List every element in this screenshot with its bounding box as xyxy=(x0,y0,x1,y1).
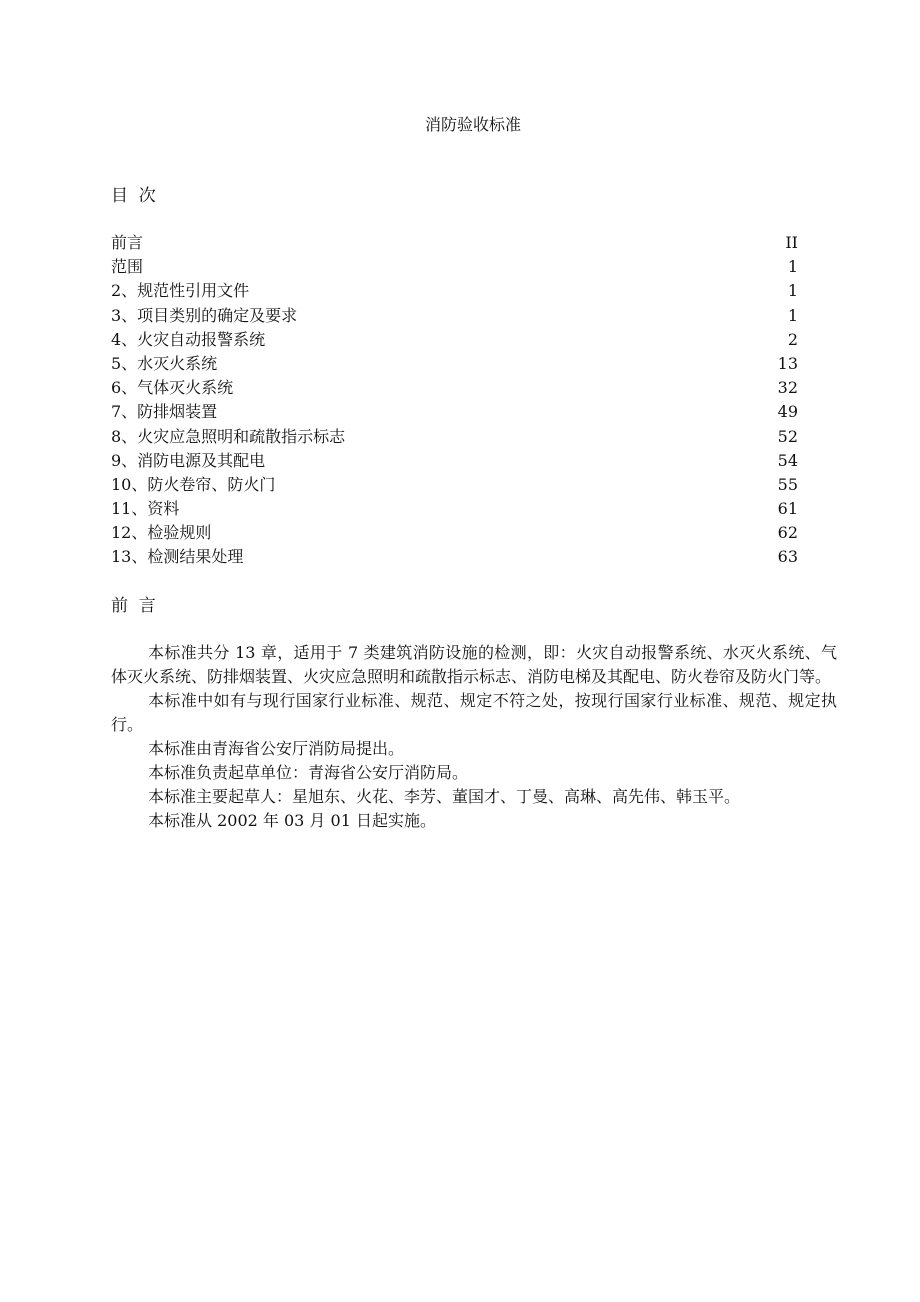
toc-entry-label: 2、规范性引用文件 xyxy=(111,281,250,301)
toc-entry-page: 49 xyxy=(777,402,798,422)
preface-heading: 前 言 xyxy=(111,596,156,616)
preface-paragraph: 本标准主要起草人：星旭东、火花、李芳、董国才、丁曼、高琳、高先伟、韩玉平。 xyxy=(148,787,741,806)
toc-heading: 目 次 xyxy=(111,186,156,206)
toc-entry-label: 4、火灾自动报警系统 xyxy=(111,329,266,349)
document-title: 消防验收标准 xyxy=(424,115,521,134)
toc-entry xyxy=(111,328,798,352)
table-of-contents xyxy=(111,231,798,570)
preface-paragraph: 本标准负责起草单位：青海省公安厅消防局。 xyxy=(148,763,469,782)
toc-entry xyxy=(111,255,798,279)
toc-entry-page: 55 xyxy=(777,474,798,494)
toc-entry-label: 3、项目类别的确定及要求 xyxy=(111,305,298,325)
preface-paragraph: 本标准共分 13 章，适用于 7 类建筑消防设施的检测，即：火灾自动报警系统、水灭火系统、气体灭火系统、防排烟装置、火灾应急照明和疏散指示标志、消防电梯及其配电、防火卷帘及防火门等。 xyxy=(111,643,837,686)
preface-paragraph: 本标准从 2002 年 03 月 01 日起实施。 xyxy=(148,811,436,830)
toc-entry-label: 10、防火卷帘、防火门 xyxy=(111,474,276,494)
toc-entry-page: 52 xyxy=(777,426,798,446)
toc-entry-page: 54 xyxy=(777,450,798,470)
toc-entry xyxy=(111,304,798,328)
toc-entry xyxy=(111,449,798,473)
toc-entry-label: 12、检验规则 xyxy=(111,523,212,543)
toc-entry-page: 61 xyxy=(777,499,798,519)
toc-entry xyxy=(111,497,798,521)
preface-paragraph: 本标准由青海省公安厅消防局提出。 xyxy=(148,739,405,758)
preface-body xyxy=(111,641,837,833)
toc-entry xyxy=(111,473,798,497)
toc-entry-label: 前言 xyxy=(111,233,144,252)
preface-paragraph: 本标准中如有与现行国家行业标准、规范、规定不符之处，按现行国家行业标准、规范、规定执行。 xyxy=(111,691,837,734)
toc-entry-page: 1 xyxy=(787,281,798,301)
toc-entry-label: 8、火灾应急照明和疏散指示标志 xyxy=(111,426,346,446)
toc-entry-page: 62 xyxy=(777,523,798,543)
toc-entry-page: 2 xyxy=(787,329,798,349)
toc-entry-page: 32 xyxy=(777,378,798,398)
toc-entry-label: 6、气体灭火系统 xyxy=(111,378,234,398)
toc-entry xyxy=(111,400,798,424)
toc-entry-page: II xyxy=(785,233,798,252)
toc-entry xyxy=(111,279,798,303)
toc-entry xyxy=(111,545,798,569)
toc-entry-label: 范围 xyxy=(111,257,144,277)
toc-entry-page: 1 xyxy=(787,305,798,325)
toc-entry xyxy=(111,376,798,400)
toc-entry-page: 63 xyxy=(777,547,798,567)
toc-entry xyxy=(111,521,798,545)
toc-entry-label: 5、水灭火系统 xyxy=(111,353,218,373)
toc-entry-label: 11、资料 xyxy=(111,499,180,519)
toc-entry xyxy=(111,231,798,255)
toc-entry-page: 1 xyxy=(787,257,798,277)
toc-entry-page: 13 xyxy=(777,353,798,373)
toc-entry xyxy=(111,425,798,449)
toc-entry-label: 13、检测结果处理 xyxy=(111,547,244,567)
toc-entry-label: 9、消防电源及其配电 xyxy=(111,450,266,470)
toc-entry xyxy=(111,352,798,376)
toc-entry-label: 7、防排烟装置 xyxy=(111,402,218,422)
